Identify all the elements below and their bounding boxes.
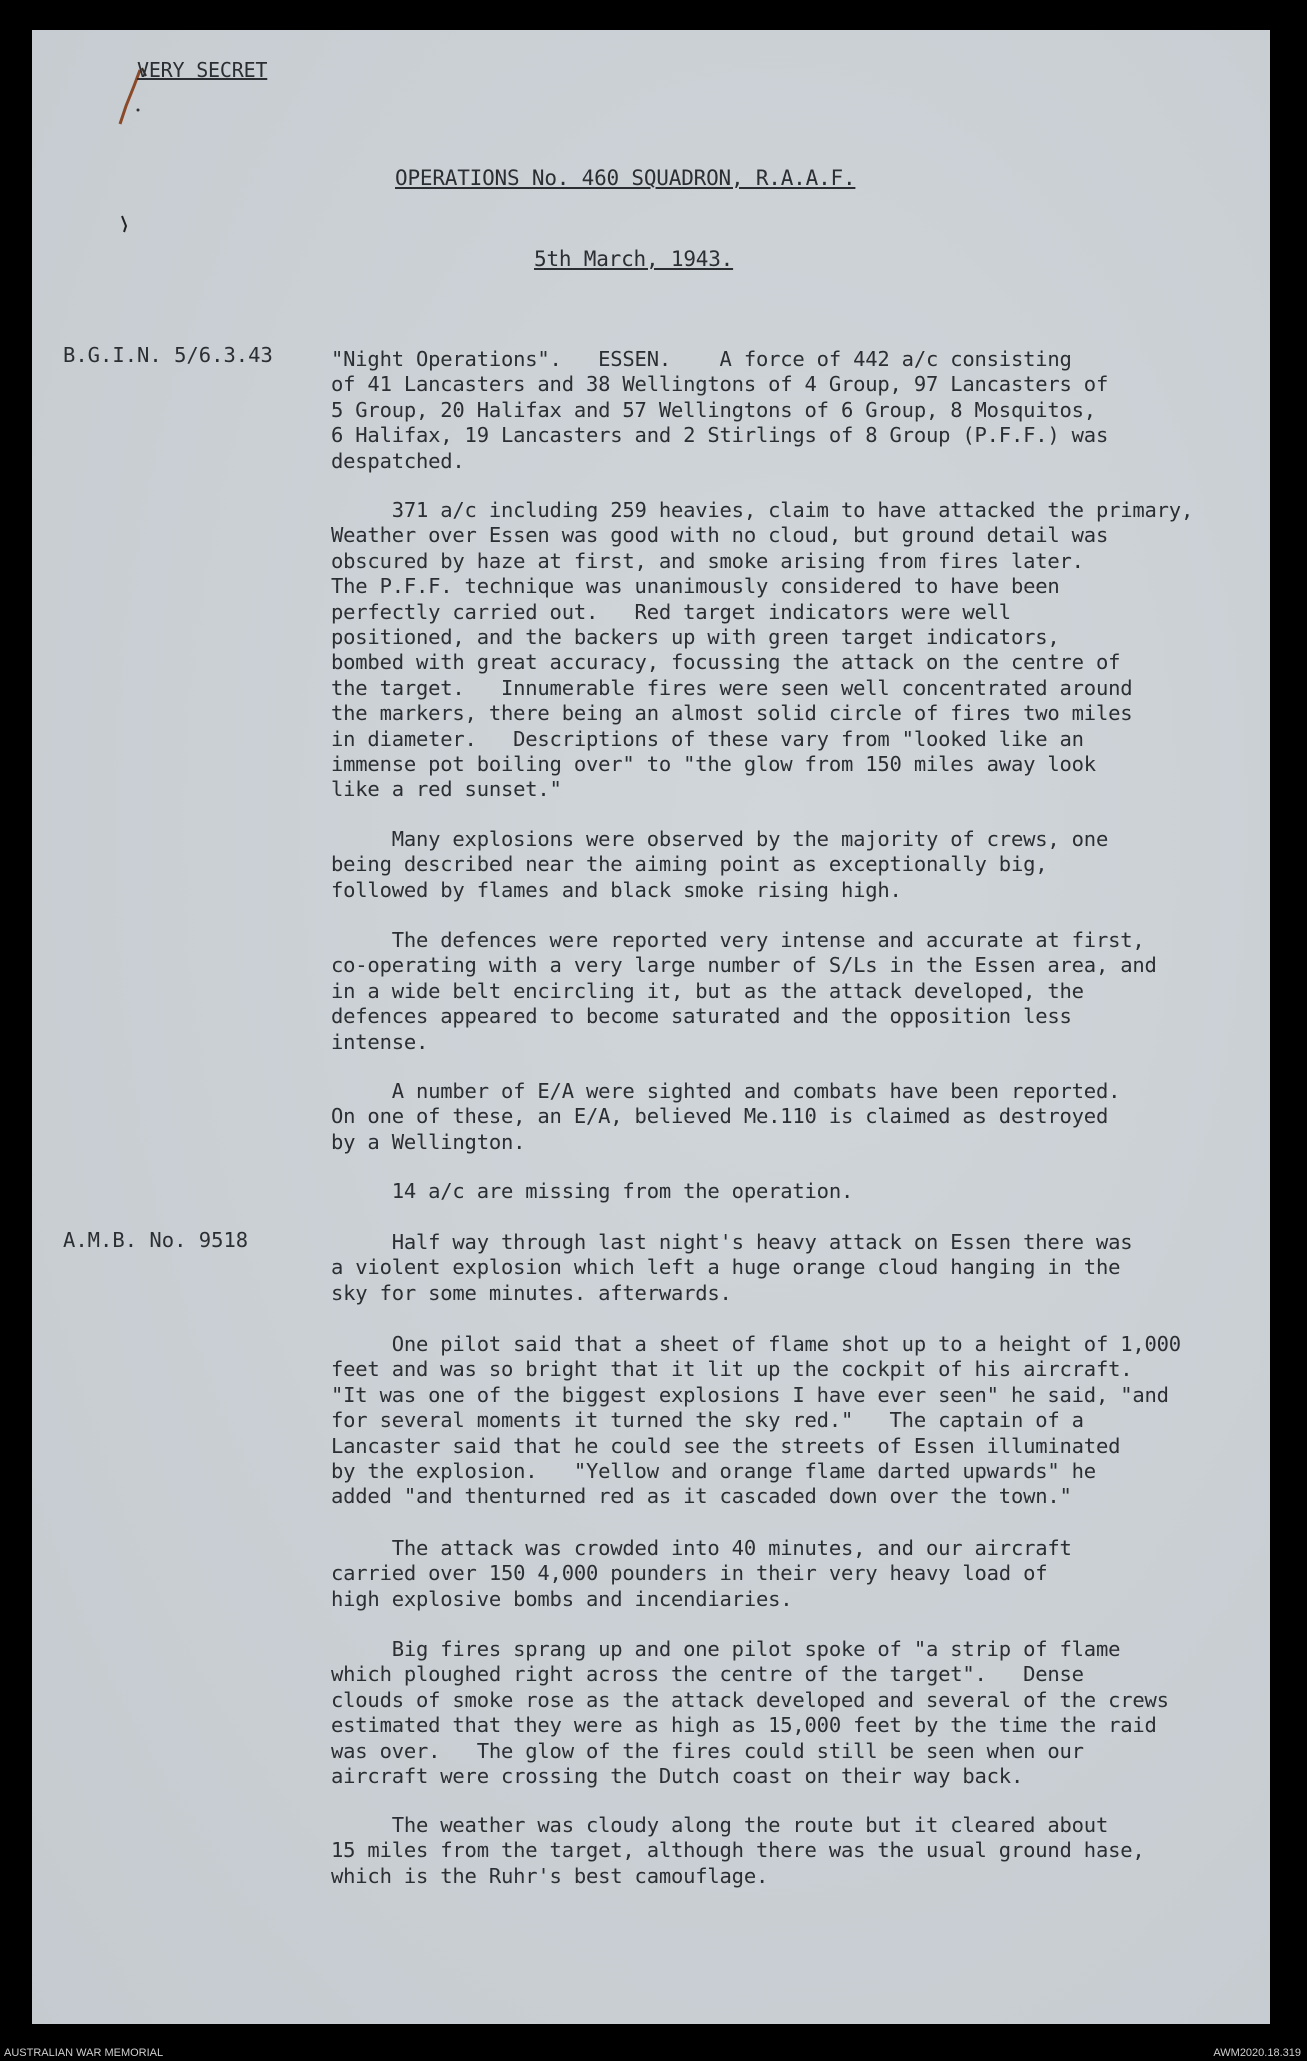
- paragraph: A number of E/A were sighted and combats have been reported. On one of these, an E/A, believed Me.110 is claimed as destroyed by a Wellington.: [331, 1079, 1121, 1154]
- paragraph: Half way through last night's heavy attack on Essen there was a violent explosion which left a huge orange cloud hanging in the sky for some minutes. afterwards.: [331, 1230, 1133, 1305]
- classification-label: VERY SECRET: [137, 58, 268, 82]
- paragraph: The weather was cloudy along the route but it cleared about 15 miles from the target, although there was the usual ground hase, which is the Ruhr's best camouflage.: [331, 1813, 1145, 1888]
- footer-source: AUSTRALIAN WAR MEMORIAL: [4, 2047, 164, 2059]
- paragraph: "Night Operations". ESSEN. A force of 442 a/c consisting of 41 Lancasters and 38 Wellingtons of 4 Group, 97 Lancasters of 5 Group, 20 Halifax and 57 Wellingtons of 6 Group, 8 Mosquitos, 6 Halifax, 19 Lancasters and 2 Stirlings of 8 Group (P.F.F.) was despatched.: [331, 347, 1109, 473]
- document-date: 5th March, 1943.: [534, 247, 734, 271]
- paragraph: Big fires sprang up and one pilot spoke of "a strip of flame which ploughed right across the centre of the target". Dense clouds of smoke rose as the attack developed and several of the crews estimated that they were as high as 15,000 feet by the time the raid was over. The glow of the fires could still be seen when our aircraft were crossing the Dutch coast on their way back.: [331, 1637, 1169, 1789]
- footer-accession: AWM2020.18.319: [1213, 2047, 1301, 2059]
- paragraph: 14 a/c are missing from the operation.: [331, 1179, 854, 1203]
- paragraph: The defences were reported very intense and accurate at first, co-operating with a very large number of S/Ls in the Essen area, and in a wide belt encircling it, but as the attack developed, the defences appeared to become saturated and the opposition less intense.: [331, 928, 1157, 1054]
- section-reference: A.M.B. No. 9518: [63, 1228, 249, 1252]
- ink-mark: [120, 214, 130, 234]
- paragraph: Many explosions were observed by the majority of crews, one being described near the aiming point as exceptionally big, followed by flames and black smoke rising high.: [331, 827, 1109, 902]
- paragraph: The attack was crowded into 40 minutes, and our aircraft carried over 150 4,000 pounders in their very heavy load of high explosive bombs and incendiaries.: [331, 1536, 1072, 1611]
- paragraph: 371 a/c including 259 heavies, claim to have attacked the primary, Weather over Essen was good with no cloud, but ground detail was obscured by haze at first, and smoke arising from fires later. The P.F.F. technique was unanimously considered to have been perfectly carried out. Red target indicators were well positioned, and the backers up with green target indicators, bombed with great accuracy, focussing the attack on the centre of the target. Innumerable fires were seen well concentrated around the markers, there being an almost solid circle of fires two miles in diameter. Descriptions of these vary from "looked like an immense pot boiling over" to "the glow from 150 miles away look like a red sunset.": [331, 498, 1194, 802]
- paragraph: One pilot said that a sheet of flame shot up to a height of 1,000 feet and was so bright that it lit up the cockpit of his aircraft. "It was one of the biggest explosions I have ever seen" he said, "and for several moments it turned the sky red." The captain of a Lancaster said that he could see the streets of Essen illuminated by the explosion. "Yellow and orange flame darted upwards" he added "and thenturned red as it cascaded down over the town.": [331, 1332, 1181, 1509]
- section-reference: B.G.I.N. 5/6.3.43: [63, 343, 273, 367]
- page-title: OPERATIONS No. 460 SQUADRON, R.A.A.F.: [395, 166, 856, 190]
